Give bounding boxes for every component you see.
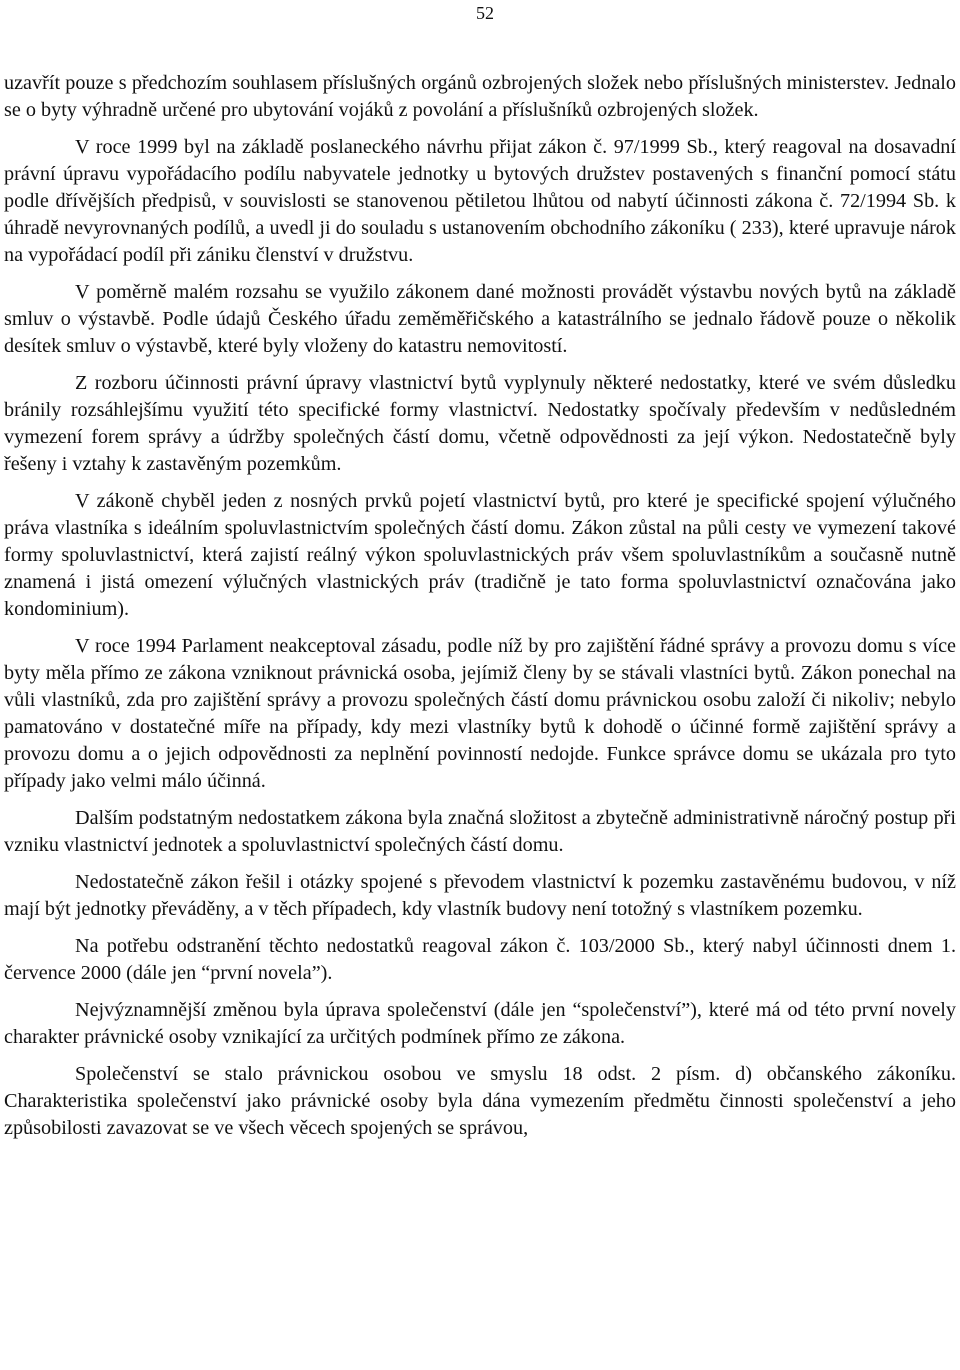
paragraph: Dalším podstatným nedostatkem zákona byla značná složitost a zbytečně administrativně náročný postup při vzniku vlastnictví jednotek a spoluvlastnictví společných částí domu. xyxy=(4,807,956,856)
paragraph: Nedostatečně zákon řešil i otázky spojené s převodem vlastnictví k pozemku zastavěnému budovou, v níž mají být jednotky převáděny, a v těch případech, kdy vlastník budovy není totožný s vlastníkem pozemku. xyxy=(4,871,956,920)
paragraph: V roce 1994 Parlament neakceptoval zásadu, podle níž by pro zajištění řádné správy a provozu domu s více byty měla přímo ze zákona vzniknout právnická osoba, jejímiž členy by se stávali vlastníci bytů. Zákon ponechal na vůli vlastníků, zda pro zajištění správy a provozu společných částí domu právnickou osobu založí či nikoliv; nebylo pamatováno v dostatečné míře na případy, kdy mezi vlastníky bytů k dohodě o účinné formě zajištění správy a provozu domu a o jejich odpovědnosti za neplnění povinností nedojde. Funkce správce domu se ukázala pro tyto případy jako velmi málo účinná. xyxy=(4,635,956,792)
paragraph: V roce 1999 byl na základě poslaneckého návrhu přijat zákon č. 97/1999 Sb., který reagoval na dosavadní právní úpravu vypořádacího podílu nabyvatele jednotky u bytových družstev postavených s finanční pomocí státu podle dřívějších předpisů, v souvislosti se stanovenou pětiletou lhůtou od nabytí účinnosti zákona č. 72/1994 Sb. k úhradě nevyrovnaných podílů, a uvedl ji do souladu s ustanovením obchodního zákoníku ( 233), které upravuje nárok na vypořádací podíl při zániku členství v družstvu. xyxy=(4,136,956,266)
paragraph: V zákoně chyběl jeden z nosných prvků pojetí vlastnictví bytů, pro které je specifické spojení výlučného práva vlastníka s ideálním spoluvlastnictvím společných částí domu. Zákon zůstal na půli cesty ve vymezení takové formy spoluvlastnictví, která zajistí reálný výkon spoluvlastnických práv všem spoluvlastníkům a současně nutně znamená i jistá omezení výlučných vlastnických práv (tradičně je tato forma spoluvlastnictví označována jako kondominium). xyxy=(4,490,956,620)
body-text xyxy=(4,70,956,1152)
paragraph: Společenství se stalo právnickou osobou ve smyslu 18 odst. 2 písm. d) občanského zákoníku. Charakteristika společenství jako právnické osoby byla dána vymezením předmětu činnosti společenství a jeho způsobilosti zavazovat se ve všech věcech spojených se správou, xyxy=(4,1063,956,1139)
paragraph-continuation: uzavřít pouze s předchozím souhlasem příslušných orgánů ozbrojených složek nebo příslušných ministerstev. Jednalo se o byty výhradně určené pro ubytování vojáků z povolání a příslušníků ozbrojených složek. xyxy=(4,72,956,121)
paragraph: Na potřebu odstranění těchto nedostatků reagoval zákon č. 103/2000 Sb., který nabyl účinnosti dnem 1. července 2000 (dále jen “první novela”). xyxy=(4,935,956,984)
paragraph: Nejvýznamnější změnou byla úprava společenství (dále jen “společenství”), které má od této první novely charakter právnické osoby vznikající za určitých podmínek přímo ze zákona. xyxy=(4,999,956,1048)
paragraph: Z rozboru účinnosti právní úpravy vlastnictví bytů vyplynuly některé nedostatky, které ve svém důsledku bránily rozsáhlejšímu využití této specifické formy vlastnictví. Nedostatky spočívaly především v nedůsledném vymezení forem správy a údržby společných částí domu, včetně odpovědnosti za její výkon. Nedostatečně byly řešeny i vztahy k zastavěným pozemkům. xyxy=(4,372,956,475)
paragraph: V poměrně malém rozsahu se využilo zákonem dané možnosti provádět výstavbu nových bytů na základě smluv o výstavbě. Podle údajů Českého úřadu zeměměřičského a katastrálního se jednalo řádově pouze o několik desítek smluv o výstavbě, které byly vloženy do katastru nemovitostí. xyxy=(4,281,956,357)
page-number: 52 xyxy=(476,3,494,23)
